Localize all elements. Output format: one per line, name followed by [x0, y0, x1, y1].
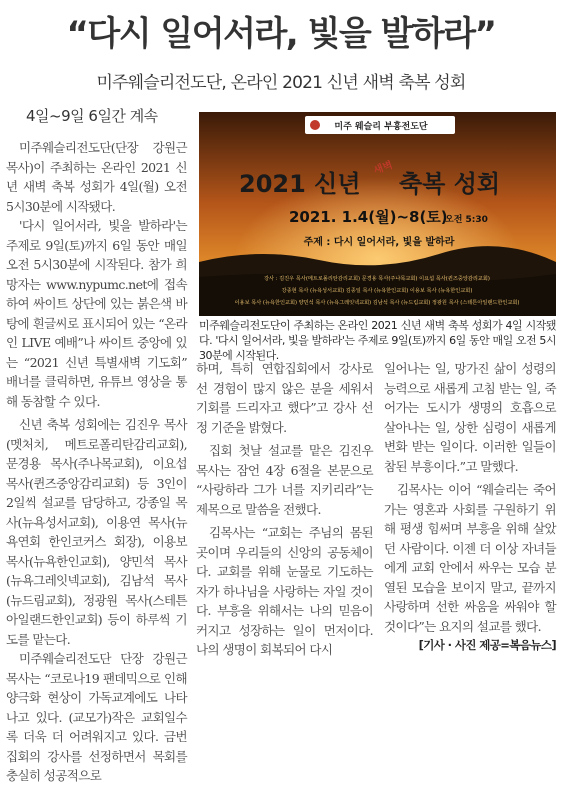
article-column-1 [6, 138, 187, 786]
poster-title-tag: 새벽 [372, 159, 395, 177]
headline: “다시 일어서라, 빛을 발하라” [66, 14, 496, 54]
event-poster-photo [199, 112, 556, 316]
paragraph: 미주웨슬리전도단 단장 강원근 목사는 “코로나19 팬데믹으로 인해 양극화 현상이 가독교계에도 나타나고 있다. (교모가)작은 교회일수록 더욱 더 어려워지고 있다. 금번 집회의 강사를 선정하면서 목회를 충실히 성공적으로 [6, 651, 187, 783]
paragraph: '다시 일어서라, 빛을 발하라'는 주제로 9일(토)까지 6일 동안 매일 오전 5시30분에 시작된다. 참가 희망자는 www.nypumc.net에 접속하여 싸이트 상단에 있는 붉은색 바탕에 흰글씨로 표시되어 있는 “온라인 LIVE 예배”나 싸이트 중앙에 있는 “2021 신년 특별새벽 기도회” 배너를 클릭하면, 유튜브 영상을 통해 동참할 수 있다. [6, 218, 187, 409]
kicker: 4일~9일 6일간 계속 [26, 107, 158, 125]
paragraph: 신년 축복 성회에는 김진우 목사(멧처치, 메트로폴리탄감리교회), 문경용 목사(주나목교회), 이요섭 목사(퀸즈중앙감리교회) 등 3인이 2일씩 설교를 담당하고, 강종일 목사(뉴욕성서교회), 이용연 목사(뉴욕연회 한인코커스 회장), 이용보 목사(뉴욕한인교회), 양민석 목사(뉴욕그레잇넥교회), 김남석 목사(뉴드림교회), 정광원 목사(스테튼 아일랜드한인교회) 등이 하루씩 기도를 맡는다. [6, 417, 187, 647]
poster-title-b: 축복 성회 [399, 170, 501, 198]
org-banner-text: 미주 웨슬리 부흥전도단 [334, 122, 428, 132]
photo-caption: 미주웨슬리전도단이 주최하는 온라인 2021 신년 새벽 축복 성회가 4일 시작됐다. '다시 일어서라, 빛을 발하라'는 주제로 9일(토)까지 6일 동안 매일 오전 5시30분에 시작된다. [199, 319, 556, 362]
poster-theme: 주제 : 다시 일어서라, 빛을 발하라 [303, 237, 455, 248]
poster-title-a: 2021 신년 [239, 170, 361, 198]
paragraph: 김목사는 “교회는 주님의 몸된 곳이며 우리들의 신앙의 공동체이다. 교회를 위해 눈물로 기도하는 자가 하나님을 사랑하는 자일 것이다. 부흥을 위해서는 나의 믿음이 커지고 성장하는 일이 먼저이다. 나의 생명이 회복되어 다시 [196, 525, 373, 657]
speaker-line: 이용보 목사 (뉴욕한인교회) 양민석 목사 (뉴욕그레잇넥교회) 김남석 목사 (뉴드림교회) 정광원 목사 (스테튼아일랜드한인교회) [234, 300, 520, 306]
speaker-line: 강사 : 김진우 목사(메트로폴리탄감리교회) 문경용 목사(주나목교회) 이요섭 목사(퀸즈중앙감리교회) [264, 276, 490, 282]
paragraph: 미주웨슬리전도단(단장 강원근 목사)이 주최하는 온라인 2021 신년 새벽 축복 성회가 4일(월) 오전 5시30분에 시작됐다. [6, 140, 187, 214]
paragraph: 일어나는 일, 망가진 삶이 성령의 능력으로 새롭게 고침 받는 일, 죽어가는 도시가 생명의 호흡으로 살아나는 일, 상한 심령이 새롭게 변화 받는 일이다. 이러한 일들이 참된 부흥이다.”고 말했다. [384, 361, 556, 474]
methodist-logo-icon [310, 120, 320, 130]
paragraph: 김목사는 이어 “웨슬리는 죽어가는 영혼과 사회를 구원하기 위해 평생 힘써며 부흥을 위해 살았던 사람이다. 이젠 더 이상 자녀들에게 교회 안에서 싸우는 모습 분열된 모습을 보이지 말고, 끝까지 사랑하며 선한 싸움을 싸워야 할 것이다”는 요지의 설교를 했다. [384, 482, 556, 634]
article-column-2 [196, 359, 373, 660]
article-column-3 [384, 359, 556, 656]
poster-time: 오전 5:30 [445, 215, 488, 225]
speaker-line: 강종현 목사 (뉴욕성서교회) 김종일 목사 (뉴욕한인교회) 이용보 목사 (뉴욕한인교회) [281, 288, 473, 294]
subhead: 미주웨슬리전도단, 온라인 2021 신년 새벽 축복 성회 [96, 73, 466, 93]
poster-dates: 2021. 1.4(월)~8(토) [289, 208, 448, 226]
paragraph: 집회 첫날 설교를 맡은 김진우 목사는 잠언 4장 6절을 본문으로 “사랑하라 그가 너를 지키리라”는 제목으로 말씀을 전했다. [196, 443, 373, 517]
source-credit: [기사 · 사진 제공=복음뉴스] [418, 638, 556, 652]
paragraph: 하며, 특히 연합집회에서 강사로 선 경험이 많지 않은 분을 세워서 기회를 드리자고 했다”고 강사 선정 기준을 밝혔다. [196, 361, 373, 435]
